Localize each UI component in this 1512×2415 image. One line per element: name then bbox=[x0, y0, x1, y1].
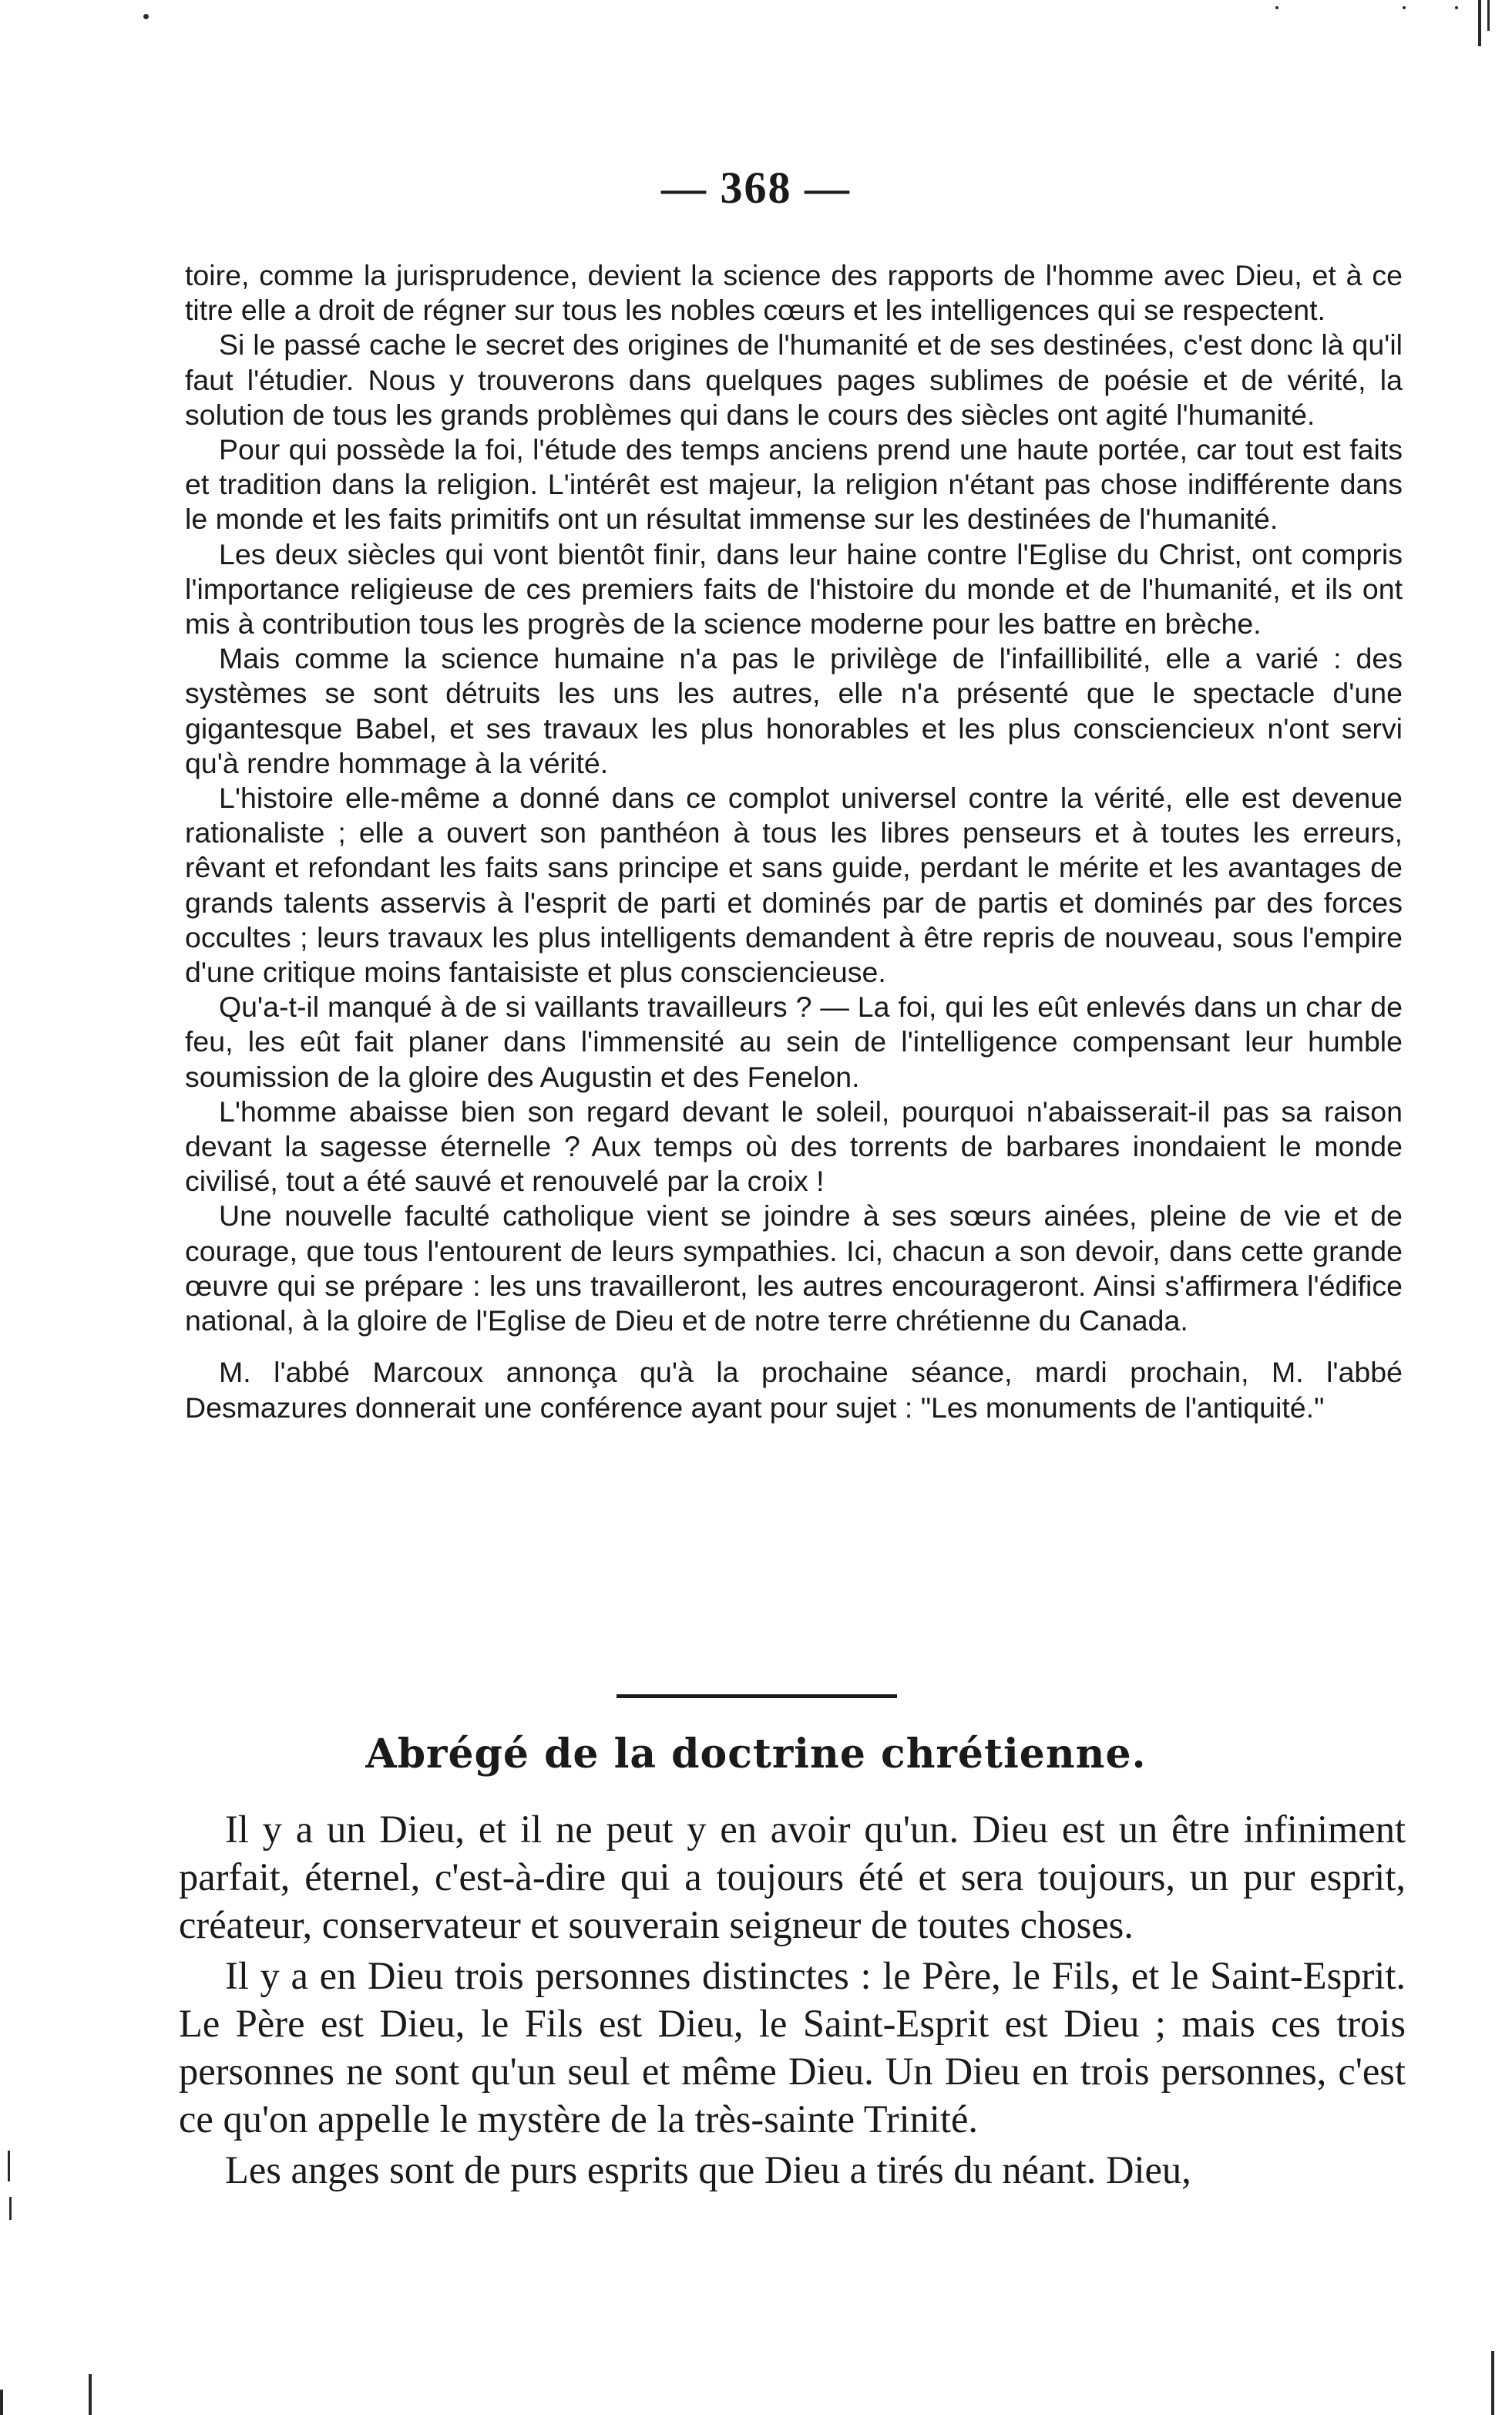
margin-mark bbox=[1491, 2351, 1494, 2415]
paragraph: L'histoire elle-même a donné dans ce complot universel contre la vérité, elle est devenue rationaliste ; elle a ouvert son panthéon à tous les libres penseurs et à toutes les erreurs, rêvant et refondant les faits sans principe et sans guide, perdant le mérite et les avantages de grands talents asservis à l'esprit de parti et dominés par de partis et dominés par des forces occultes ; leurs travaux les plus intelligents demandent à être repris de nouveau, sous l'empire d'une critique moins fantaisiste et plus consciencieuse. bbox=[185, 782, 1403, 989]
scan-speck bbox=[1403, 6, 1406, 9]
margin-mark bbox=[9, 2197, 12, 2220]
margin-mark bbox=[89, 2374, 92, 2415]
paragraph: Pour qui possède la foi, l'étude des temps anciens prend une haute portée, car tout est faits et tradition dans la religion. L'intérêt est majeur, la religion n'étant pas chose indifférente dans le monde et les faits primitifs ont un résultat immense sur les destinées de l'humanité. bbox=[185, 433, 1403, 536]
paragraph: Mais comme la science humaine n'a pas le privilège de l'infaillibilité, elle a varié : des systèmes se sont détruits les uns les autres, elle n'a présenté que le spectacle d'une gigantesque Babel, et ses travaux les plus honorables et les plus consciencieux n'ont servi qu'à rendre hommage à la vérité. bbox=[185, 642, 1403, 779]
paragraph: Les deux siècles qui vont bientôt finir, dans leur haine contre l'Eglise du Christ, ont compris l'importance religieuse de ces premiers faits de l'histoire du monde et de l'humanité, et ils ont mis à contribution tous les progrès de la science moderne pour les battre en brèche. bbox=[185, 537, 1403, 641]
section-divider bbox=[617, 1694, 897, 1698]
doctrine-text-block bbox=[179, 1805, 1406, 2194]
page-number: — 368 — bbox=[661, 163, 851, 213]
scan-speck bbox=[1275, 6, 1278, 9]
margin-mark bbox=[1487, 0, 1490, 31]
lecture-text-block bbox=[185, 258, 1403, 1425]
paragraph: Si le passé cache le secret des origines de l'humanité et de ses destinées, c'est donc là qu'il faut l'étudier. Nous y trouverons dans quelques pages sublimes de poésie et de vérité, la solution de tous les grands problèmes qui dans le cours des siècles ont agité l'humanité. bbox=[185, 328, 1403, 431]
paragraph: L'homme abaisse bien son regard devant le soleil, pourquoi n'abaisserait-il pas sa raison devant la sagesse éternelle ? Aux temps où des torrents de barbares inondaient le monde civilisé, tout a été sauvé et renouvelé par la croix ! bbox=[185, 1095, 1403, 1198]
margin-mark bbox=[1478, 0, 1481, 46]
scan-speck bbox=[143, 14, 149, 19]
margin-mark bbox=[8, 2151, 10, 2181]
section-title: Abrégé de la doctrine chrétienne. bbox=[365, 1731, 1147, 1778]
paragraph: Une nouvelle faculté catholique vient se joindre à ses sœurs ainées, pleine de vie et de courage, que tous l'entourent de leurs sympathies. Ici, chacun a son devoir, dans cette grande œuvre qui se prépare : les uns travailleront, les autres encourageront. Ainsi s'affirmera l'édifice national, à la gloire de l'Eglise de Dieu et de notre terre chrétienne du Canada. bbox=[185, 1199, 1403, 1337]
paragraph: Il y a en Dieu trois personnes distinctes : le Père, le Fils, et le Saint-Esprit. Le Père est Dieu, le Fils est Dieu, le Saint-Esprit est Dieu ; mais ces trois personnes ne sont qu'un seul et même Dieu. Un Dieu en trois personnes, c'est ce qu'on appelle le mystère de la très-sainte Trinité. bbox=[179, 1954, 1406, 2141]
paragraph: Les anges sont de purs esprits que Dieu a tirés du néant. Dieu, bbox=[225, 2148, 1191, 2191]
paragraph: toire, comme la jurisprudence, devient la science des rapports de l'homme avec Dieu, et à ce titre elle a droit de régner sur tous les nobles cœurs et les intelligences qui se respectent. bbox=[185, 259, 1403, 327]
paragraph: Il y a un Dieu, et il ne peut y en avoir qu'un. Dieu est un être infiniment parfait, éternel, c'est-à-dire qui a toujours été et sera toujours, un pur esprit, créateur, conservateur et souverain seigneur de toutes choses. bbox=[179, 1808, 1406, 1946]
announcement-paragraph: M. l'abbé Marcoux annonça qu'à la prochaine séance, mardi prochain, M. l'abbé Desmazures donnerait une conférence ayant pour sujet : "Les monuments de l'antiquité." bbox=[185, 1356, 1403, 1424]
margin-mark bbox=[0, 2390, 3, 2415]
paragraph: Qu'a-t-il manqué à de si vaillants travailleurs ? — La foi, qui les eût enlevés dans un char de feu, les eût fait planer dans l'immensité au sein de l'intelligence compensant leur humble soumission de la gloire des Augustin et des Fenelon. bbox=[185, 991, 1403, 1093]
scan-speck bbox=[1455, 6, 1458, 9]
